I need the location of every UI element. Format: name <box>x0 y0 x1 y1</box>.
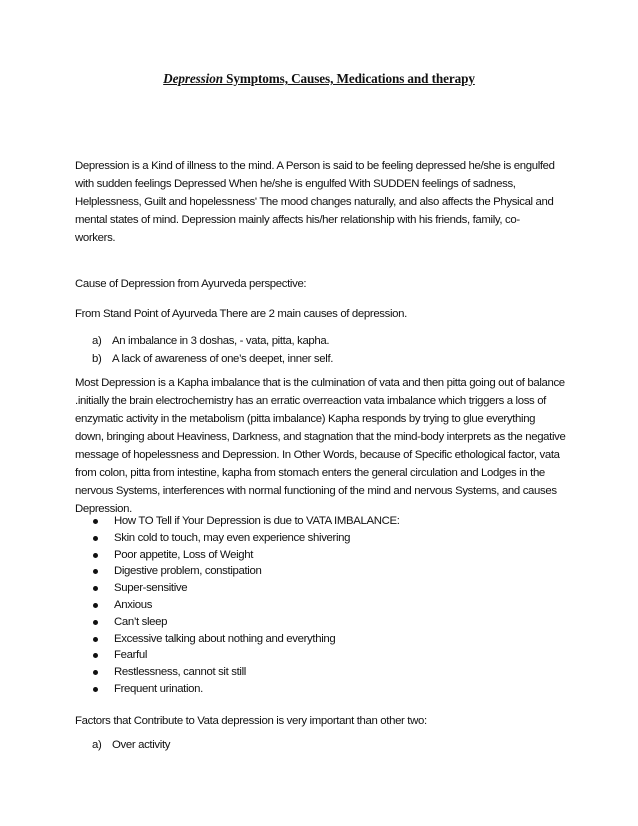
paragraph-line: down, bringing about Heaviness, Darkness, and stagnation that the mind-body interprets as the negative <box>75 431 566 443</box>
list-item-text: An imbalance in 3 doshas, - vata, pitta, kapha. <box>112 335 330 347</box>
bullet-text: Skin cold to touch, may even experience shivering <box>114 531 351 544</box>
bullet-icon <box>93 553 98 558</box>
bullet-text: Can’t sleep <box>114 615 168 628</box>
bullet-icon <box>93 586 98 591</box>
bullet-text: Frequent urination. <box>114 682 203 695</box>
intro-paragraph <box>75 157 575 247</box>
bullet-item <box>92 530 572 547</box>
list-item <box>92 351 572 369</box>
intro-line: mental states of mind. Depression mainly affects his/her relationship with his friends, family, co- <box>75 214 520 226</box>
bullet-icon <box>93 536 98 541</box>
paragraph-line: Depression. <box>75 503 132 515</box>
kapha-paragraph <box>75 374 575 518</box>
bullet-icon <box>93 670 98 675</box>
bullet-text: Poor appetite, Loss of Weight <box>114 548 254 561</box>
vata-signs-list <box>92 513 572 698</box>
bullet-icon <box>93 603 98 608</box>
bullet-icon <box>93 620 98 625</box>
bullet-text: How TO Tell if Your Depression is due to VATA IMBALANCE: <box>114 515 400 527</box>
bullet-item <box>92 647 572 664</box>
page-title <box>0 71 638 87</box>
list-marker: b) <box>92 352 102 365</box>
bullet-item <box>92 547 572 564</box>
bullet-icon <box>93 653 98 658</box>
list-item-text: Over activity <box>112 739 171 751</box>
intro-line: Helplessness, Guilt and hopelessness' The mood changes naturally, and also affects the Physical and <box>75 196 554 208</box>
bullet-icon <box>93 637 98 642</box>
title-rest: Symptoms, Causes, Medications and therapy <box>222 71 475 86</box>
bullet-item <box>92 664 572 681</box>
bullet-text: Fearful <box>114 649 148 662</box>
bullet-icon <box>93 687 98 692</box>
bullet-text: Anxious <box>114 598 153 611</box>
paragraph-line: nervous Systems, interferences with normal functioning of the mind and nervous Systems, and causes <box>75 485 557 497</box>
bullet-item <box>92 614 572 631</box>
paragraph-line: .initially the brain electrochemistry has an erratic overreaction vata imbalance which triggers a loss of <box>75 395 546 407</box>
intro-line: Depression is a Kind of illness to the mind. A Person is said to be feeling depressed he/she is engulfed <box>75 160 555 172</box>
bullet-item <box>92 631 572 648</box>
causes-list <box>92 333 572 368</box>
paragraph-line: from colon, pitta from intestine, kapha from stomach enters the general circulation and Lodges in the <box>75 467 545 479</box>
paragraph-line: message of hopelessness and Depression. In Other Words, because of Specific ethological factor, vata <box>75 449 560 461</box>
paragraph-line: Most Depression is a Kapha imbalance that is the culmination of vata and then pitta going out of balance <box>75 377 565 389</box>
bullet-text: Digestive problem, constipation <box>114 565 262 578</box>
bullet-text: Restlessness, cannot sit still <box>114 666 246 679</box>
bullet-item <box>92 681 572 698</box>
title-italic: Depression <box>163 71 223 86</box>
list-item-text: A lack of awareness of one’s deepet, inner self. <box>112 352 334 365</box>
list-item <box>92 737 572 755</box>
list-item <box>92 333 572 351</box>
factors-list <box>92 737 572 755</box>
intro-line: with sudden feelings Depressed When he/she is engulfed With SUDDEN feelings of sadness, <box>75 178 516 190</box>
bullet-text: Excessive talking about nothing and everything <box>114 632 336 645</box>
bullet-icon <box>93 519 98 524</box>
paragraph-line: enzymatic activity in the metabolism (pitta imbalance) Kapha responds by trying to glue everything <box>75 413 536 425</box>
factors-heading: Factors that Contribute to Vata depression is very important than other two: <box>75 715 427 727</box>
bullet-text: Super-sensitive <box>114 582 188 595</box>
bullet-item <box>92 563 572 580</box>
intro-line: workers. <box>75 232 116 244</box>
list-marker: a) <box>92 335 102 347</box>
bullet-item <box>92 513 572 530</box>
bullet-item <box>92 597 572 614</box>
bullet-item <box>92 580 572 597</box>
standpoint-paragraph: From Stand Point of Ayurveda There are 2 main causes of depression. <box>75 308 407 320</box>
list-marker: a) <box>92 739 102 751</box>
cause-heading: Cause of Depression from Ayurveda perspective: <box>75 278 307 290</box>
bullet-icon <box>93 569 98 574</box>
